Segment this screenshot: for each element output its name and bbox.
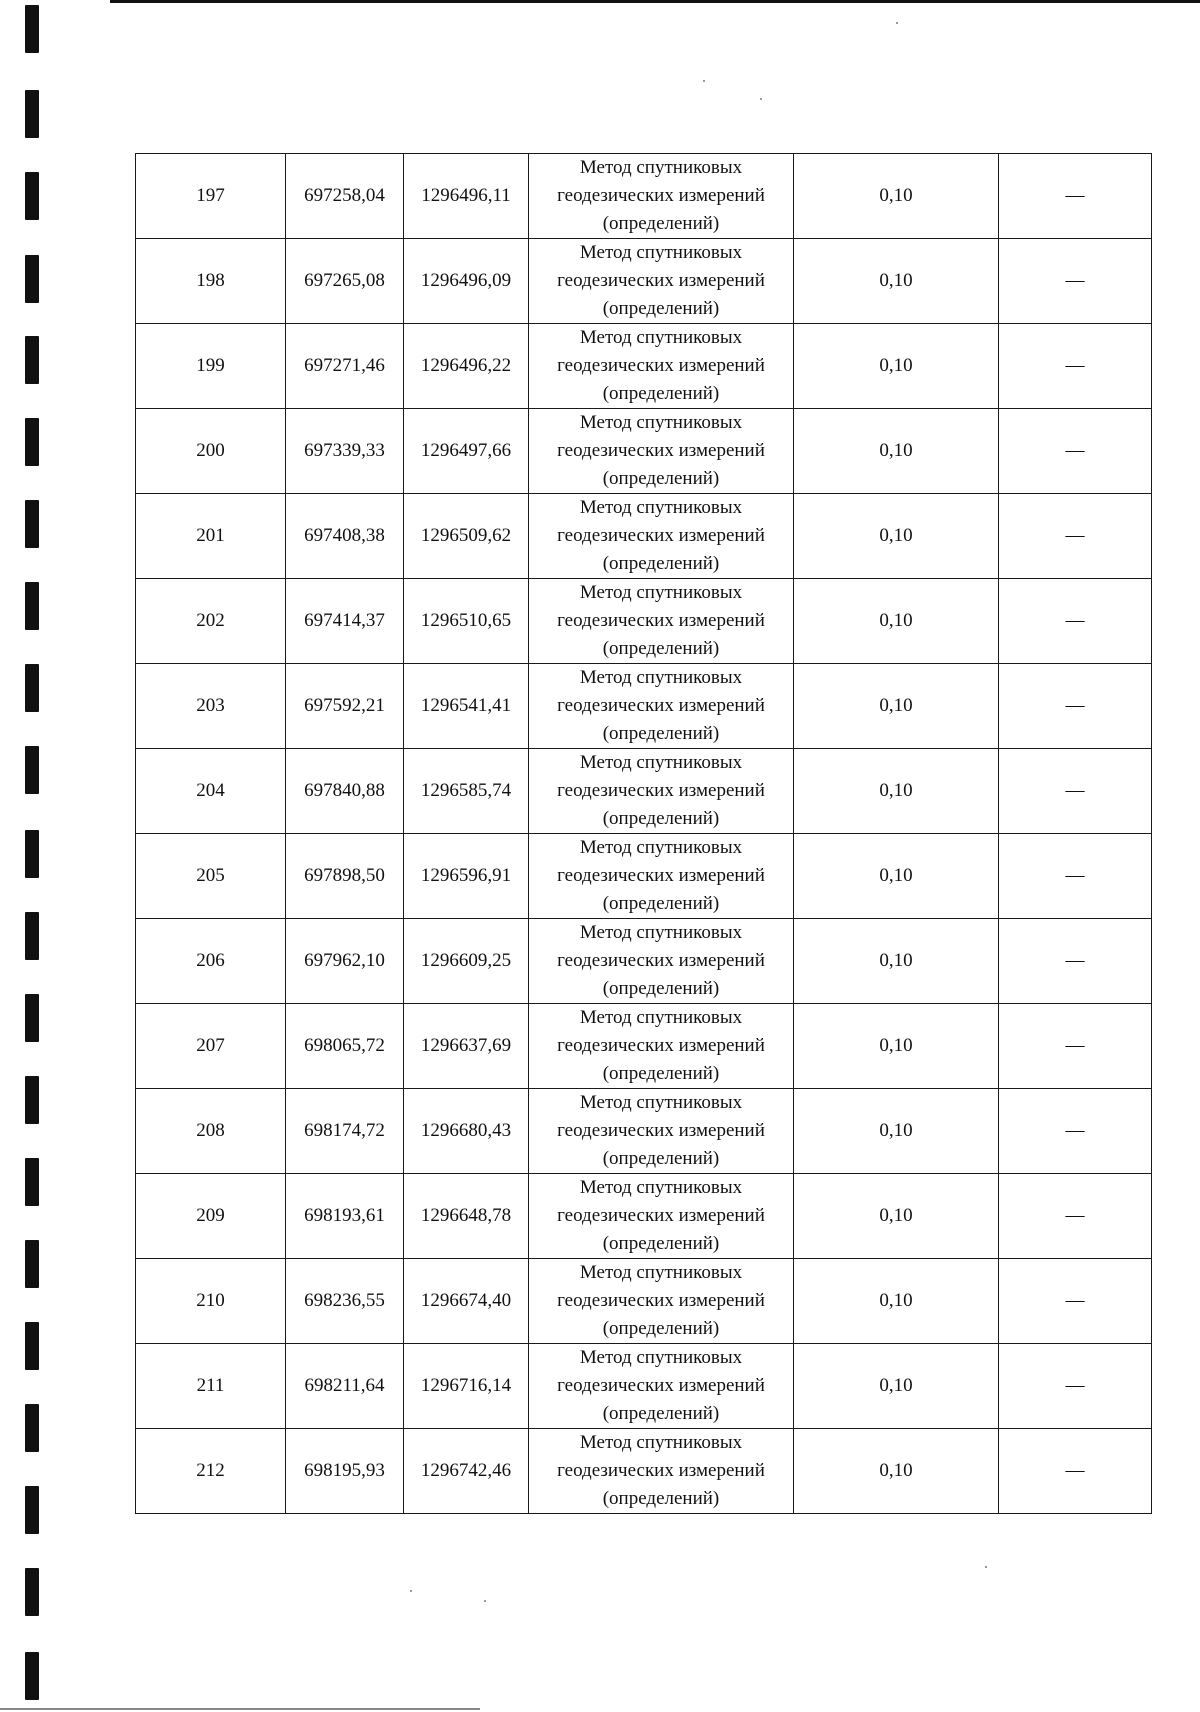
note-cell: — bbox=[999, 494, 1152, 579]
y-coordinate-cell: 1296496,09 bbox=[404, 239, 529, 324]
method-cell bbox=[529, 1429, 794, 1514]
binding-hole-mark bbox=[25, 1076, 39, 1124]
table-row bbox=[136, 494, 1152, 579]
y-coordinate-cell: 1296509,62 bbox=[404, 494, 529, 579]
accuracy-cell: 0,10 bbox=[794, 1344, 999, 1429]
accuracy-cell: 0,10 bbox=[794, 919, 999, 1004]
binding-hole-mark bbox=[25, 1568, 39, 1616]
y-coordinate-cell: 1296742,46 bbox=[404, 1429, 529, 1514]
y-coordinate-cell: 1296609,25 bbox=[404, 919, 529, 1004]
x-coordinate-cell: 698065,72 bbox=[286, 1004, 404, 1089]
y-coordinate-cell: 1296596,91 bbox=[404, 834, 529, 919]
binding-hole-mark bbox=[25, 664, 39, 712]
accuracy-cell: 0,10 bbox=[794, 1004, 999, 1089]
point-number-cell: 208 bbox=[136, 1089, 286, 1174]
note-cell: — bbox=[999, 1174, 1152, 1259]
method-text: Метод спутниковых геодезических измерений (определений) bbox=[557, 837, 765, 914]
method-text: Метод спутниковых геодезических измерений (определений) bbox=[557, 497, 765, 574]
method-cell bbox=[529, 1344, 794, 1429]
table-row bbox=[136, 664, 1152, 749]
note-cell: — bbox=[999, 749, 1152, 834]
x-coordinate-cell: 697408,38 bbox=[286, 494, 404, 579]
binding-hole-mark bbox=[25, 172, 39, 220]
point-number-cell: 212 bbox=[136, 1429, 286, 1514]
binding-hole-mark bbox=[25, 1322, 39, 1370]
note-cell: — bbox=[999, 239, 1152, 324]
method-cell bbox=[529, 494, 794, 579]
coordinates-table bbox=[135, 153, 1152, 1514]
table-row bbox=[136, 1004, 1152, 1089]
binding-hole-mark bbox=[25, 746, 39, 794]
table-row bbox=[136, 1344, 1152, 1429]
binding-hole-mark bbox=[25, 1158, 39, 1206]
binding-hole-mark bbox=[25, 418, 39, 466]
accuracy-cell: 0,10 bbox=[794, 409, 999, 494]
method-text: Метод спутниковых геодезических измерений (определений) bbox=[557, 1262, 765, 1339]
point-number-cell: 207 bbox=[136, 1004, 286, 1089]
accuracy-cell: 0,10 bbox=[794, 749, 999, 834]
accuracy-cell: 0,10 bbox=[794, 579, 999, 664]
y-coordinate-cell: 1296674,40 bbox=[404, 1259, 529, 1344]
method-cell bbox=[529, 154, 794, 239]
y-coordinate-cell: 1296680,43 bbox=[404, 1089, 529, 1174]
note-cell: — bbox=[999, 579, 1152, 664]
method-text: Метод спутниковых геодезических измерений (определений) bbox=[557, 1432, 765, 1509]
note-cell: — bbox=[999, 664, 1152, 749]
point-number-cell: 200 bbox=[136, 409, 286, 494]
table-row bbox=[136, 579, 1152, 664]
table-row bbox=[136, 1429, 1152, 1514]
table-row bbox=[136, 1259, 1152, 1344]
x-coordinate-cell: 698193,61 bbox=[286, 1174, 404, 1259]
x-coordinate-cell: 698195,93 bbox=[286, 1429, 404, 1514]
point-number-cell: 198 bbox=[136, 239, 286, 324]
binding-hole-mark bbox=[25, 1404, 39, 1452]
point-number-cell: 197 bbox=[136, 154, 286, 239]
method-text: Метод спутниковых геодезических измерений (определений) bbox=[557, 1347, 765, 1424]
table-row bbox=[136, 239, 1152, 324]
point-number-cell: 202 bbox=[136, 579, 286, 664]
method-text: Метод спутниковых геодезических измерений (определений) bbox=[557, 157, 765, 234]
x-coordinate-cell: 697414,37 bbox=[286, 579, 404, 664]
x-coordinate-cell: 697840,88 bbox=[286, 749, 404, 834]
binding-hole-mark bbox=[25, 994, 39, 1042]
binding-hole-mark bbox=[25, 336, 39, 384]
accuracy-cell: 0,10 bbox=[794, 1259, 999, 1344]
y-coordinate-cell: 1296497,66 bbox=[404, 409, 529, 494]
point-number-cell: 201 bbox=[136, 494, 286, 579]
note-cell: — bbox=[999, 1259, 1152, 1344]
table-row bbox=[136, 1089, 1152, 1174]
x-coordinate-cell: 697898,50 bbox=[286, 834, 404, 919]
note-cell: — bbox=[999, 1429, 1152, 1514]
method-cell bbox=[529, 1259, 794, 1344]
y-coordinate-cell: 1296648,78 bbox=[404, 1174, 529, 1259]
y-coordinate-cell: 1296496,11 bbox=[404, 154, 529, 239]
note-cell: — bbox=[999, 154, 1152, 239]
binding-hole-mark bbox=[25, 255, 39, 303]
table-row bbox=[136, 1174, 1152, 1259]
note-cell: — bbox=[999, 1004, 1152, 1089]
method-cell bbox=[529, 1089, 794, 1174]
method-cell bbox=[529, 409, 794, 494]
binding-hole-mark bbox=[25, 1240, 39, 1288]
method-text: Метод спутниковых геодезических измерений (определений) bbox=[557, 1177, 765, 1254]
method-text: Метод спутниковых геодезических измерений (определений) bbox=[557, 242, 765, 319]
table-row bbox=[136, 749, 1152, 834]
point-number-cell: 204 bbox=[136, 749, 286, 834]
note-cell: — bbox=[999, 834, 1152, 919]
y-coordinate-cell: 1296496,22 bbox=[404, 324, 529, 409]
table-row bbox=[136, 919, 1152, 1004]
scan-top-edge-line bbox=[110, 0, 1200, 3]
method-text: Метод спутниковых геодезических измерений (определений) bbox=[557, 752, 765, 829]
point-number-cell: 203 bbox=[136, 664, 286, 749]
method-text: Метод спутниковых геодезических измерений (определений) bbox=[557, 582, 765, 659]
table-row bbox=[136, 834, 1152, 919]
note-cell: — bbox=[999, 324, 1152, 409]
method-cell bbox=[529, 324, 794, 409]
y-coordinate-cell: 1296585,74 bbox=[404, 749, 529, 834]
scan-bottom-edge-line bbox=[0, 1708, 480, 1710]
scan-speck bbox=[760, 98, 762, 100]
note-cell: — bbox=[999, 1344, 1152, 1429]
point-number-cell: 209 bbox=[136, 1174, 286, 1259]
method-text: Метод спутниковых геодезических измерений (определений) bbox=[557, 922, 765, 999]
binding-hole-mark bbox=[25, 912, 39, 960]
x-coordinate-cell: 697962,10 bbox=[286, 919, 404, 1004]
x-coordinate-cell: 697339,33 bbox=[286, 409, 404, 494]
table-row bbox=[136, 154, 1152, 239]
accuracy-cell: 0,10 bbox=[794, 324, 999, 409]
binding-hole-mark bbox=[25, 90, 39, 138]
table-row bbox=[136, 409, 1152, 494]
x-coordinate-cell: 698174,72 bbox=[286, 1089, 404, 1174]
accuracy-cell: 0,10 bbox=[794, 834, 999, 919]
accuracy-cell: 0,10 bbox=[794, 494, 999, 579]
note-cell: — bbox=[999, 919, 1152, 1004]
method-text: Метод спутниковых геодезических измерений (определений) bbox=[557, 1007, 765, 1084]
y-coordinate-cell: 1296541,41 bbox=[404, 664, 529, 749]
x-coordinate-cell: 698236,55 bbox=[286, 1259, 404, 1344]
method-text: Метод спутниковых геодезических измерений (определений) bbox=[557, 667, 765, 744]
point-number-cell: 210 bbox=[136, 1259, 286, 1344]
method-cell bbox=[529, 664, 794, 749]
table-row bbox=[136, 324, 1152, 409]
point-number-cell: 205 bbox=[136, 834, 286, 919]
x-coordinate-cell: 698211,64 bbox=[286, 1344, 404, 1429]
note-cell: — bbox=[999, 1089, 1152, 1174]
scan-speck bbox=[484, 1600, 486, 1602]
x-coordinate-cell: 697265,08 bbox=[286, 239, 404, 324]
binding-hole-mark bbox=[25, 582, 39, 630]
method-cell bbox=[529, 919, 794, 1004]
note-cell: — bbox=[999, 409, 1152, 494]
y-coordinate-cell: 1296637,69 bbox=[404, 1004, 529, 1089]
scan-speck bbox=[703, 80, 705, 82]
method-cell bbox=[529, 1174, 794, 1259]
binding-hole-mark bbox=[25, 1486, 39, 1534]
binding-hole-mark bbox=[25, 5, 39, 53]
scan-speck bbox=[896, 22, 898, 24]
point-number-cell: 206 bbox=[136, 919, 286, 1004]
method-cell bbox=[529, 749, 794, 834]
accuracy-cell: 0,10 bbox=[794, 239, 999, 324]
method-cell bbox=[529, 239, 794, 324]
x-coordinate-cell: 697258,04 bbox=[286, 154, 404, 239]
y-coordinate-cell: 1296510,65 bbox=[404, 579, 529, 664]
accuracy-cell: 0,10 bbox=[794, 1089, 999, 1174]
binding-hole-mark bbox=[25, 1652, 39, 1700]
accuracy-cell: 0,10 bbox=[794, 154, 999, 239]
x-coordinate-cell: 697271,46 bbox=[286, 324, 404, 409]
coordinates-table-body bbox=[136, 154, 1152, 1514]
method-cell bbox=[529, 834, 794, 919]
y-coordinate-cell: 1296716,14 bbox=[404, 1344, 529, 1429]
method-cell bbox=[529, 1004, 794, 1089]
point-number-cell: 199 bbox=[136, 324, 286, 409]
scan-speck bbox=[410, 1590, 412, 1592]
scan-speck bbox=[985, 1566, 987, 1568]
accuracy-cell: 0,10 bbox=[794, 664, 999, 749]
method-text: Метод спутниковых геодезических измерений (определений) bbox=[557, 412, 765, 489]
binding-marks bbox=[25, 0, 41, 1712]
accuracy-cell: 0,10 bbox=[794, 1429, 999, 1514]
method-text: Метод спутниковых геодезических измерений (определений) bbox=[557, 1092, 765, 1169]
point-number-cell: 211 bbox=[136, 1344, 286, 1429]
x-coordinate-cell: 697592,21 bbox=[286, 664, 404, 749]
binding-hole-mark bbox=[25, 830, 39, 878]
accuracy-cell: 0,10 bbox=[794, 1174, 999, 1259]
method-text: Метод спутниковых геодезических измерений (определений) bbox=[557, 327, 765, 404]
method-cell bbox=[529, 579, 794, 664]
binding-hole-mark bbox=[25, 500, 39, 548]
